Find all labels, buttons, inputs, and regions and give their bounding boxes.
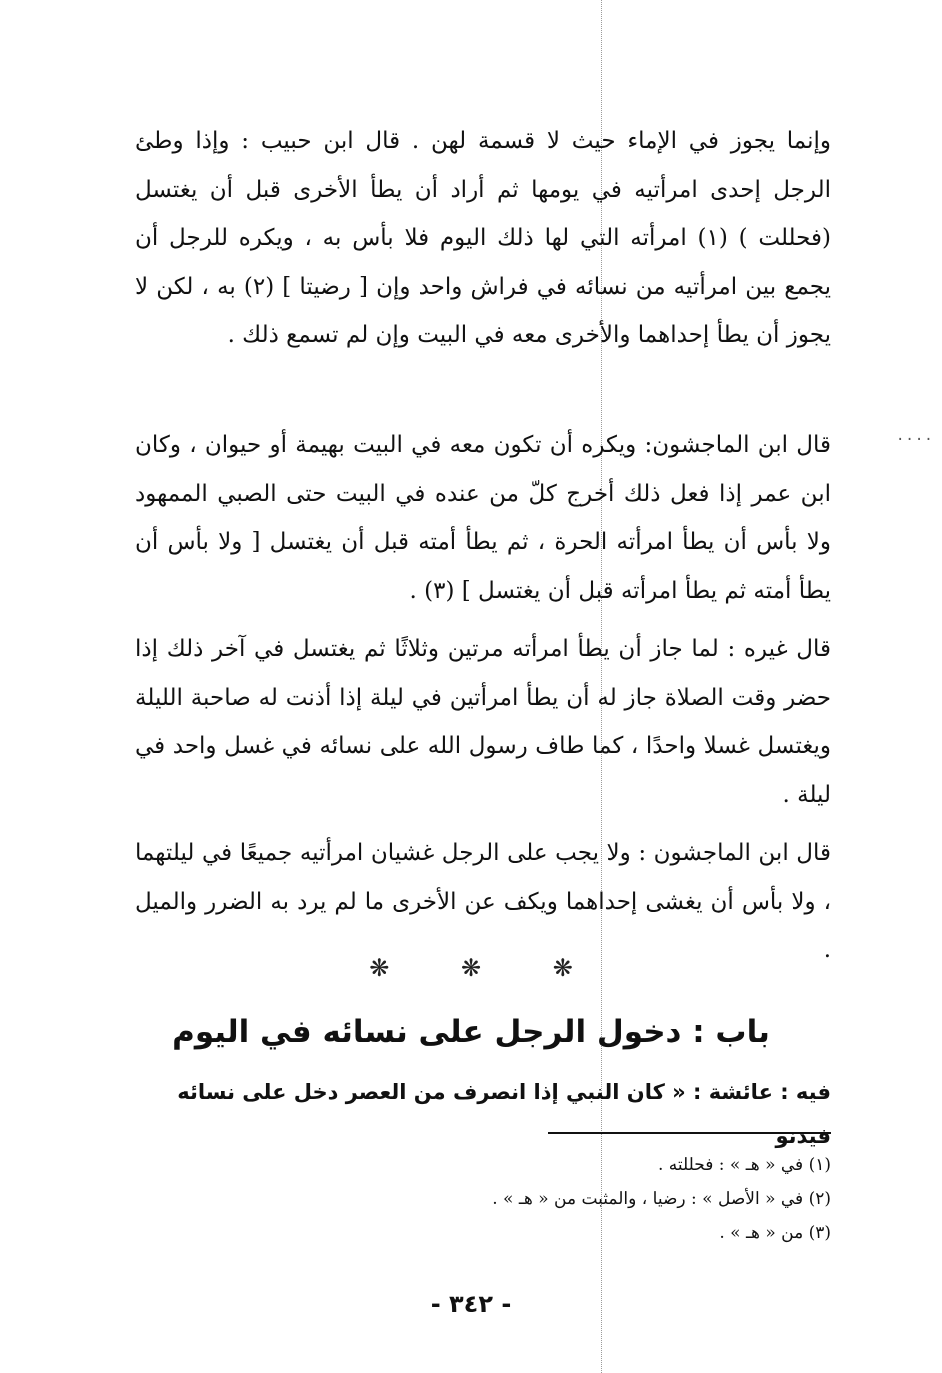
footnote-divider (548, 1132, 831, 1134)
separator-star: ❋ (369, 954, 390, 982)
edge-marks: .... (896, 428, 934, 444)
separator-star: ❋ (552, 954, 573, 982)
paragraph-4: قال ابن الماجشون : ولا يجب على الرجل غشيان امرأتيه جميعًا في ليلتهما ، ولا بأس أن يغشى إحداهما ويكف عن الأخرى ما لم يرد به الضرر والميل . (135, 840, 831, 963)
paragraph-3: قال غيره : لما جاز أن يطأ امرأته مرتين وثلاثًا ثم يغتسل في آخر ذلك إذا حضر وقت الصلاة جاز له أن يطأ امرأتين في ليلة إذا أذنت له صاحبة الليلة ويغتسل غسلا واحدًا ، كما طاف رسول الله على نسائه في غسل واحد في ليلة . (135, 636, 831, 808)
footnotes (135, 1148, 831, 1250)
footnote-3: (٣) من « هـ » . (719, 1223, 831, 1243)
paragraph-2: قال ابن الماجشون: ويكره أن تكون معه في البيت بهيمة أو حيوان ، وكان ابن عمر إذا فعل ذلك أخرج كلّ من عنده في البيت حتى الصبي الممهود ولا بأس أن يطأ امرأته الحرة ، ثم يطأ أمته قبل أن يغتسل [ ولا بأس أن يطأ أمته ثم يطأ امرأته قبل أن يغتسل ] (٣) . (135, 432, 831, 604)
page-number: - ٣٤٢ - (430, 1290, 512, 1318)
chapter-title: باب : دخول الرجل على نسائه في اليوم (172, 1014, 770, 1050)
footnote-2: (٢) في « الأصل » : رضيا ، والمثبت من « هـ » . (492, 1189, 831, 1209)
section-separator (0, 954, 942, 982)
chapter-intro-line: فيه : عائشة : « كان النبي إذا انصرف من العصر دخل على نسائه فيدنو (177, 1080, 831, 1148)
footnote-1: (١) في « هـ » : فحللته . (657, 1155, 831, 1175)
paragraph-1: وإنما يجوز في الإماء حيث لا قسمة لهن . قال ابن حبيب : وإذا وطئ الرجل إحدى امرأتيه في يومها ثم أراد أن يطأ الأخرى قبل أن يغتسل (فحللت ) (١) امرأته التي لها ذلك اليوم فلا بأس به ، ويكره للرجل أن يجمع بين امرأتيه من نسائه في فراش واحد وإن [ رضيتا ] (٢) به ، لكن لا يجوز أن يطأ إحداهما والأخرى معه في البيت وإن لم تسمع ذلك . (135, 128, 831, 348)
separator-star: ❋ (460, 954, 482, 982)
